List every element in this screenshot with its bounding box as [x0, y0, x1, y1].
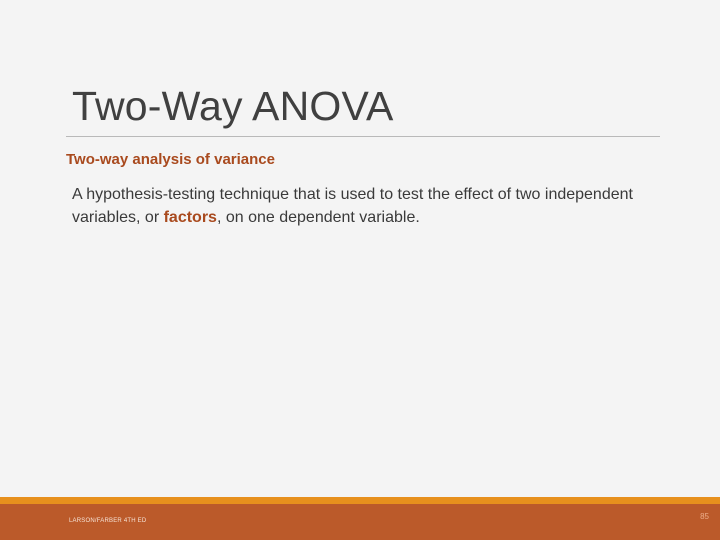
definition-text-start: A hypothesis-testing technique that is used to test the effect of two independent variables, or: [72, 186, 633, 226]
definition-text-end: , on one dependent variable.: [216, 209, 420, 226]
definition-text: [72, 183, 662, 229]
page-number: 85: [700, 512, 709, 521]
footer-accent-stripe: [0, 497, 720, 504]
footer-text: LARSON/FARBER 4TH ED: [69, 518, 147, 524]
highlighted-term: factors: [163, 209, 217, 226]
section-heading: Two-way analysis of variance: [66, 151, 275, 168]
title-divider: [66, 136, 660, 137]
slide-title: Two-Way ANOVA: [72, 83, 394, 129]
